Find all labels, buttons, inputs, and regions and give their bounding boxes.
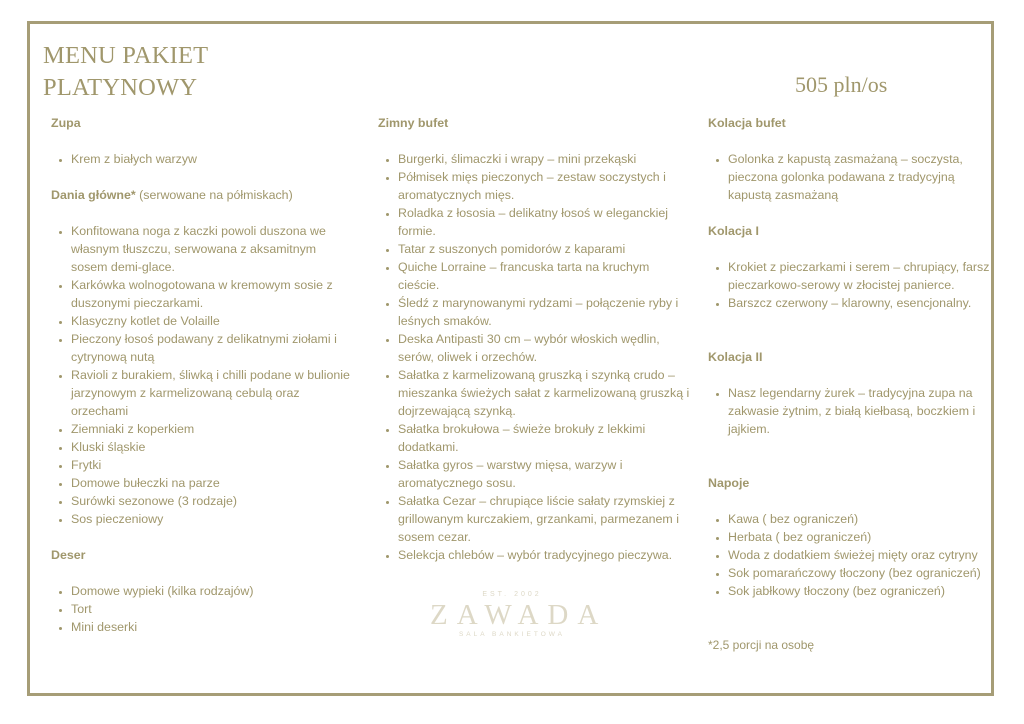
list-item: • Klasyczny kotlet de Volaille [71,312,351,330]
list-item: • Karkówka wolnogotowana w kremowym sosie z duszonymi pieczarkami. [71,276,351,312]
list-item: • Herbata ( bez ograniczeń) [728,528,993,546]
soup-heading: Zupa [51,116,81,130]
list-item: • Domowe wypieki (kilka rodzajów) [71,582,351,600]
page-title [43,40,208,104]
list-item: • Sałatka brokułowa – świeże brokuły z lekkimi dodatkami. [398,420,690,456]
list-item: • Mini deserki [71,618,351,636]
drinks-list [708,510,993,600]
menu-column-3 [708,114,993,666]
logo-name: ZAWADA [430,599,608,631]
zawada-logo [430,590,608,639]
list-item: • Tatar z suszonych pomidorów z kaparami [398,240,690,258]
list-item: • Domowe bułeczki na parze [71,474,351,492]
drinks-heading: Napoje [708,476,750,490]
list-item: • Burgerki, ślimaczki i wrapy – mini przekąski [398,150,690,168]
list-item: • Krem z białych warzyw [71,150,351,168]
dinner-2-list [708,384,993,438]
list-item: • Sos pieczeniowy [71,510,351,528]
list-item: • Ravioli z burakiem, śliwką i chilli podane w bulionie jarzynowym z karmelizowaną cebulą oraz orzechami [71,366,351,420]
list-item: • Roladka z łososia – delikatny łosoś w eleganckiej formie. [398,204,690,240]
list-item: • Sałatka z karmelizowaną gruszką i szynką crudo – mieszanka świeżych sałat z karmelizowaną gruszką i dojrzewającą szynką. [398,366,690,420]
mains-list [51,222,351,528]
list-item: • Sałatka Cezar – chrupiące liście sałaty rzymskiej z grillowanym kurczakiem, grzankami, parmezanem i sosem cezar. [398,492,690,546]
list-item: • Kawa ( bez ograniczeń) [728,510,993,528]
menu-column-1 [51,114,351,654]
list-item: • Frytki [71,456,351,474]
dinner-1-list [708,258,993,312]
list-item: • Krokiet z pieczarkami i serem – chrupiący, farsz pieczarkowo-serowy w złocistej panierce. [728,258,993,294]
list-item: • Tort [71,600,351,618]
list-item: • Nasz legendarny żurek – tradycyjna zupa na zakwasie żytnim, z białą kiełbasą, boczkiem i jajkiem. [728,384,993,438]
list-item: • Konfitowana noga z kaczki powoli duszona we własnym tłuszczu, serwowana z aksamitnym sosem demi-glace. [71,222,351,276]
list-item: • Kluski śląskie [71,438,351,456]
cold-buffet-heading: Zimny bufet [378,116,449,130]
list-item: • Deska Antipasti 30 cm – wybór włoskich wędlin, serów, oliwek i orzechów. [398,330,690,366]
list-item: • Półmisek mięs pieczonych – zestaw soczystych i aromatycznych mięs. [398,168,690,204]
dinner-buffet-heading: Kolacja bufet [708,116,786,130]
menu-column-2 [378,114,690,582]
list-item: • Ziemniaki z koperkiem [71,420,351,438]
price-per-person: 505 pln/os [795,72,888,97]
title-line-2: PLATYNOWY [43,74,198,101]
soup-list [51,150,351,168]
dinner-2-heading: Kolacja II [708,350,763,364]
dinner-1-heading: Kolacja I [708,224,759,238]
list-item: • Sok pomarańczowy tłoczony (bez ograniczeń) [728,564,993,582]
mains-heading-label: Dania główne* [51,188,136,202]
list-item: • Barszcz czerwony – klarowny, esencjonalny. [728,294,993,312]
logo-est: EST. 2002 [482,591,542,598]
list-item: • Selekcja chlebów – wybór tradycyjnego pieczywa. [398,546,690,564]
list-item: • Pieczony łosoś podawany z delikatnymi ziołami i cytrynową nutą [71,330,351,366]
list-item: • Golonka z kapustą zasmażaną – soczysta, pieczona golonka podawana z tradycyjną kapustą zasmażaną [728,150,993,204]
list-item: • Woda z dodatkiem świeżej mięty oraz cytryny [728,546,993,564]
list-item: • Surówki sezonowe (3 rodzaje) [71,492,351,510]
dinner-buffet-list [708,150,993,204]
mains-heading [51,186,351,204]
dessert-list [51,582,351,636]
portion-footnote: *2,5 porcji na osobę [708,638,815,652]
mains-note: (serwowane na półmiskach) [135,188,293,202]
list-item: • Sok jabłkowy tłoczony (bez ograniczeń) [728,582,993,600]
list-item: • Sałatka gyros – warstwy mięsa, warzyw i aromatycznego sosu. [398,456,690,492]
cold-buffet-list [378,150,690,564]
dessert-heading: Deser [51,548,86,562]
title-line-1: MENU PAKIET [43,42,209,69]
list-item: • Quiche Lorraine – francuska tarta na kruchym cieście. [398,258,690,294]
list-item: • Śledź z marynowanymi rydzami – połączenie ryby i leśnych smaków. [398,294,690,330]
logo-subtitle: SALA BANKIETOWA [458,631,566,638]
